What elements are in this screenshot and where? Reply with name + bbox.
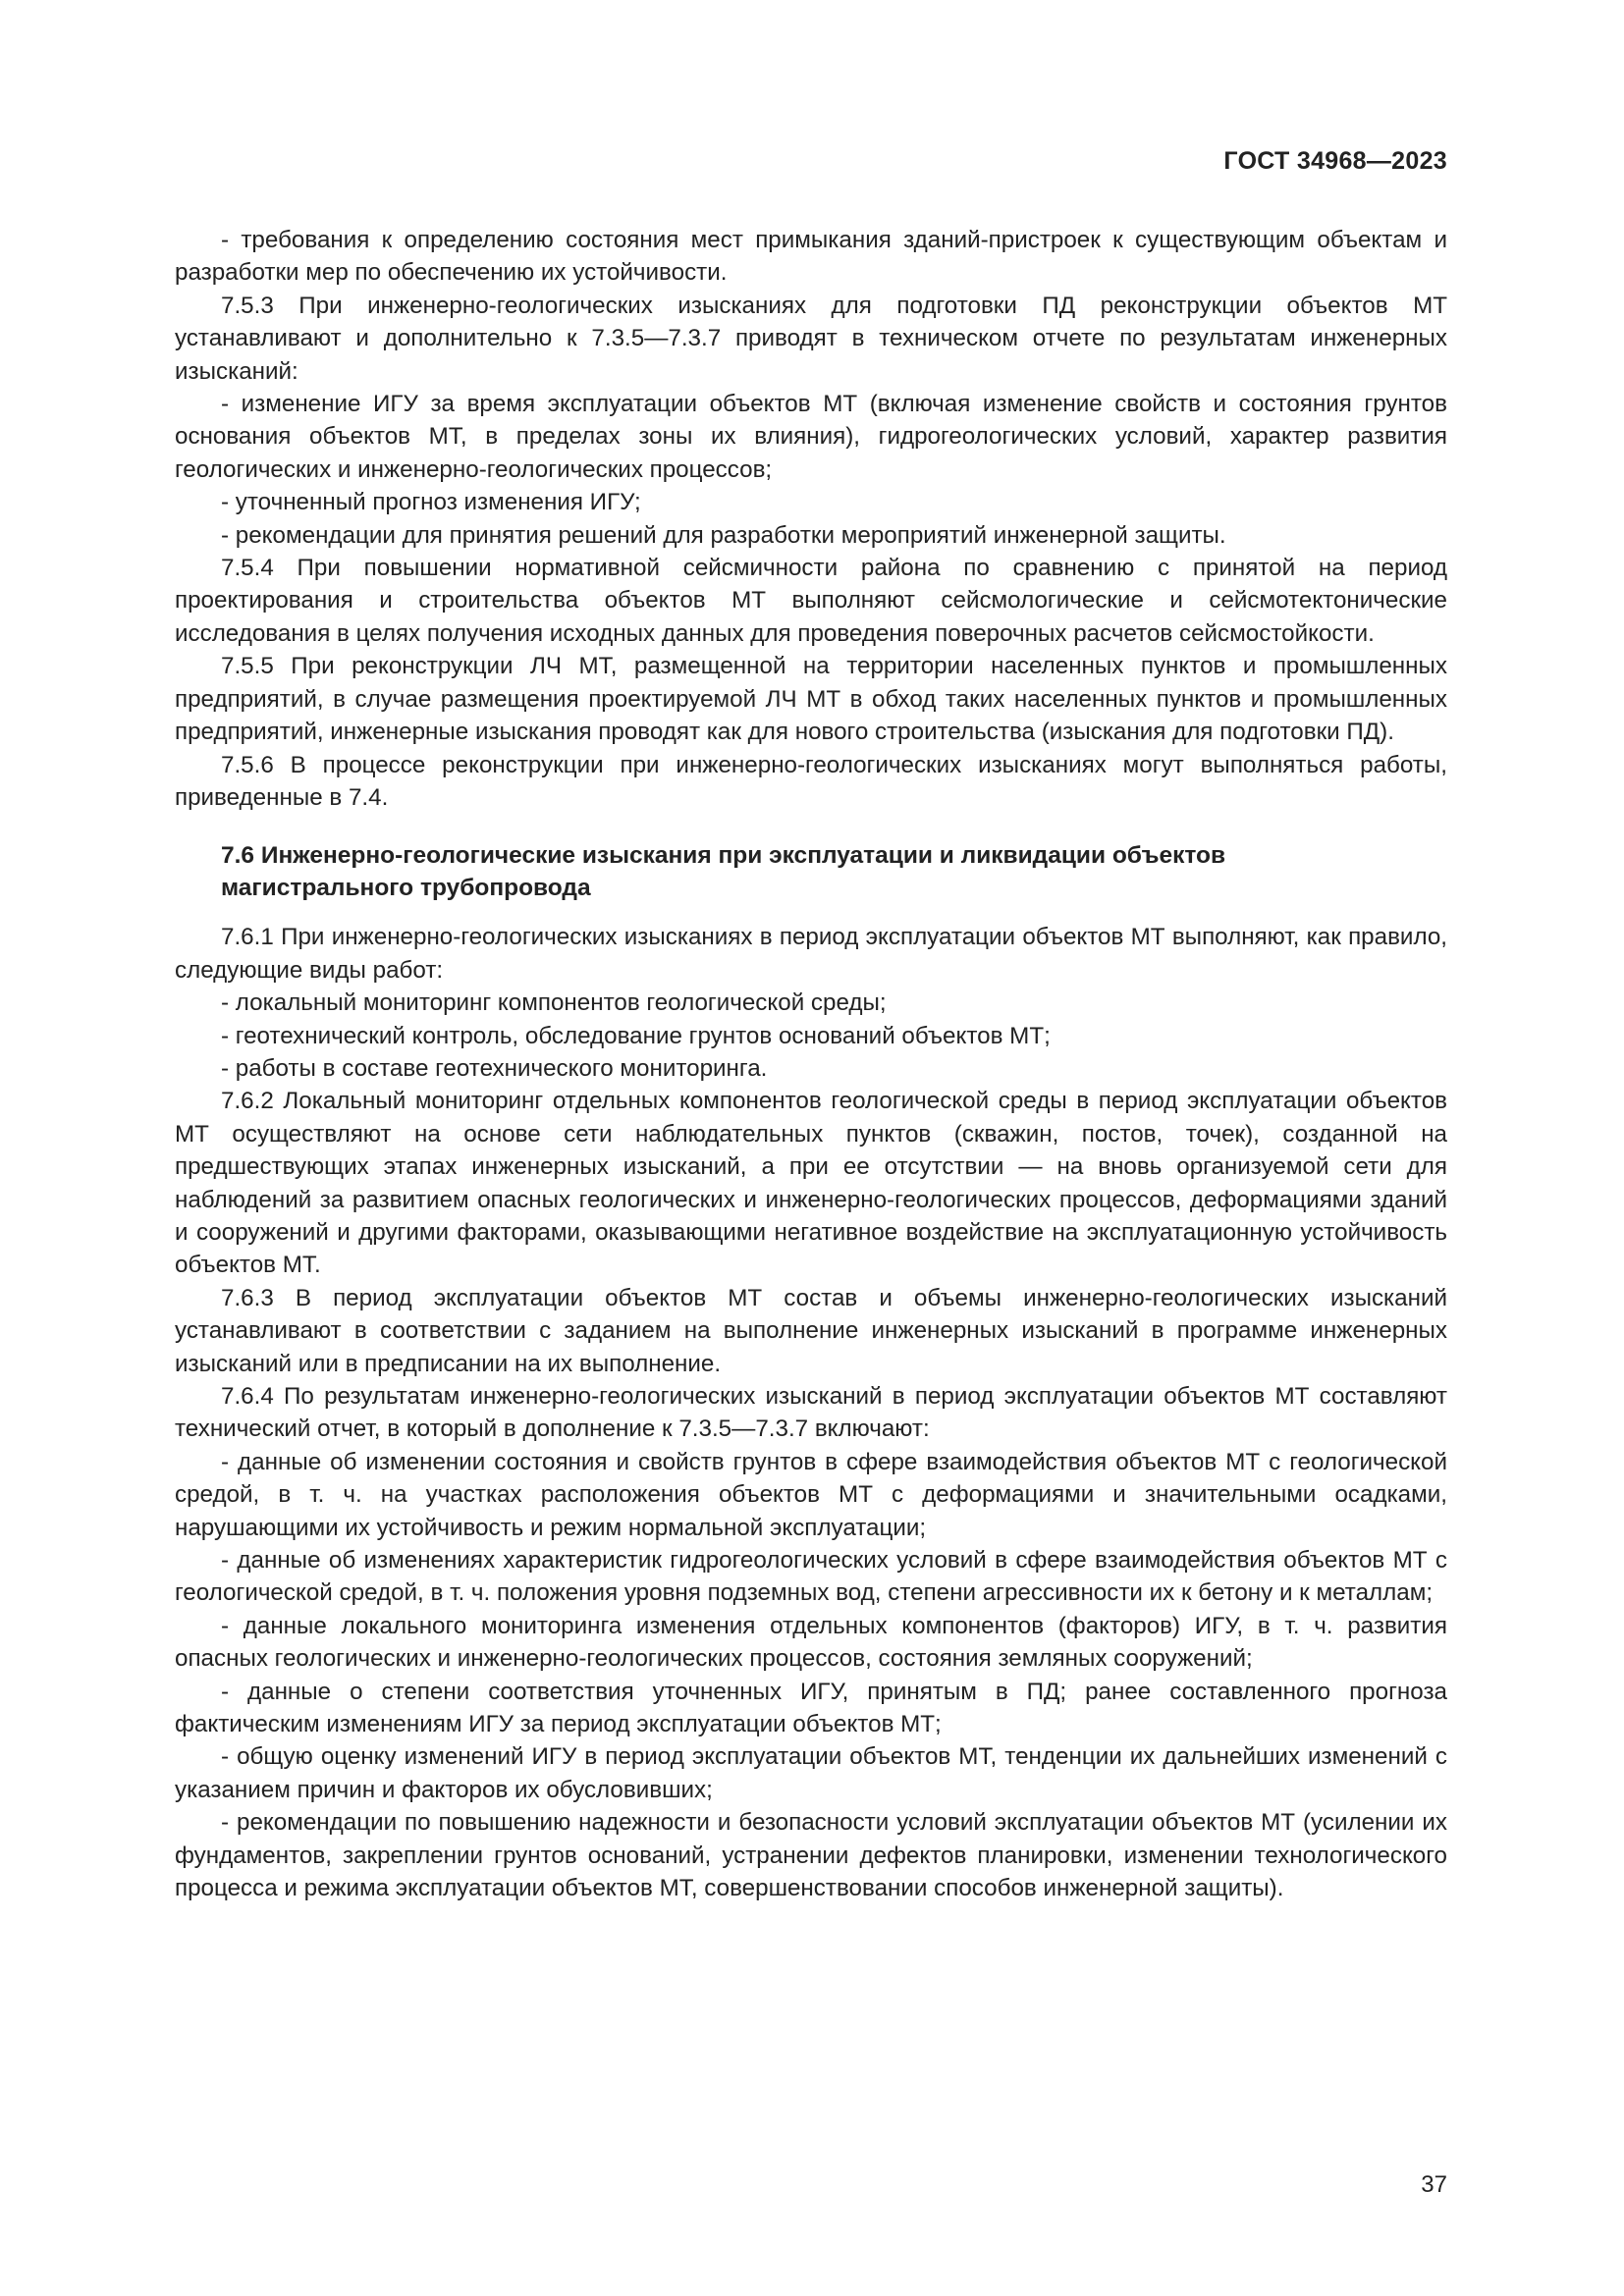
list-item: - локальный мониторинг компонентов геологической среды;	[221, 989, 887, 1017]
list-item: - данные локального мониторинга изменения отдельных компонентов (факторов) ИГУ, в т. ч. развития опасных геологических и инженерно-геологических процессов, состояния земляных сооружений;	[175, 1612, 1447, 1673]
list-item: - данные об изменениях характеристик гидрогеологических условий в сфере взаимодействия объектов МТ с геологической средой, в т. ч. положения уровня подземных вод, степени агрессивности их к бетону и к металлам;	[175, 1547, 1447, 1607]
clause-paragraph: 7.6.2 Локальный мониторинг отдельных компонентов геологической среды в период эксплуатации объектов МТ осуществляют на основе сети наблюдательных пунктов (скважин, постов, точек), созданной на предшествующих этапах инженерных изысканий, а при ее отсутствии — на вновь организуемой сети для наблюдений за развитием опасных геологических и инженерно-геологических процессов, деформациями зданий и сооружений и другими факторами, оказывающими негативное воздействие на эксплуатационную устойчивость объектов МТ.	[175, 1088, 1447, 1279]
clause-paragraph: 7.5.5 При реконструкции ЛЧ МТ, размещенной на территории населенных пунктов и промышленных предприятий, в случае размещения проектируемой ЛЧ МТ в обход таких населенных пунктов и промышленных предприятий, инженерные изыскания проводят как для нового строительства (изыскания для подготовки ПД).	[175, 653, 1447, 746]
list-item: - рекомендации для принятия решений для разработки мероприятий инженерной защиты.	[221, 521, 1226, 549]
clause-paragraph: 7.5.4 При повышении нормативной сейсмичности района по сравнению с принятой на период проектирования и строительства объектов МТ выполняют сейсмологические и сейсмотектонические исследования в целях получения исходных данных для проведения поверочных расчетов сейсмостойкости.	[175, 555, 1447, 647]
clause-paragraph: 7.6.1 При инженерно-геологических изысканиях в период эксплуатации объектов МТ выполняют, как правило, следующие виды работ:	[175, 924, 1447, 984]
clause-paragraph: 7.6.3 В период эксплуатации объектов МТ состав и объемы инженерно-геологических изысканий устанавливают в соответствии с заданием на выполнение инженерных изысканий в программе инженерных изысканий или в предписании на их выполнение.	[175, 1284, 1447, 1377]
list-item: - данные об изменении состояния и свойств грунтов в сфере взаимодействия объектов МТ с геологической средой, в т. ч. на участках расположения объектов МТ с деформациями и значительными осадками, нарушающими их устойчивость и режим нормальной эксплуатации;	[175, 1448, 1447, 1541]
document-body	[175, 224, 1447, 1905]
list-item: - изменение ИГУ за время эксплуатации объектов МТ (включая изменение свойств и состояния грунтов основания объектов МТ, в пределах зоны их влияния), гидрогеологических условий, характер развития геологических и инженерно-геологических процессов;	[175, 391, 1447, 483]
list-item: - данные о степени соответствия уточненных ИГУ, принятым в ПД; ранее составленного прогноза фактическим изменениям ИГУ за период эксплуатации объектов МТ;	[175, 1678, 1447, 1738]
page-number: 37	[1421, 2171, 1447, 2198]
list-item: - требования к определению состояния мест примыкания зданий-пристроек к существующим объектам и разработки мер по обеспечению их устойчивости.	[175, 227, 1447, 287]
clause-paragraph: 7.5.3 При инженерно-геологических изысканиях для подготовки ПД реконструкции объектов МТ устанавливают и дополнительно к 7.3.5—7.3.7 приводят в техническом отчете по результатам инженерных изысканий:	[175, 292, 1447, 385]
clause-paragraph: 7.5.6 В процессе реконструкции при инженерно-геологических изысканиях могут выполняться работы, приведенные в 7.4.	[175, 751, 1447, 811]
list-item: - работы в составе геотехнического мониторинга.	[221, 1054, 768, 1082]
section-heading: 7.6 Инженерно-геологические изыскания при эксплуатации и ликвидации объектов магистрального трубопровода	[221, 842, 1226, 902]
list-item: - рекомендации по повышению надежности и безопасности условий эксплуатации объектов МТ (усилении их фундаментов, закреплении грунтов оснований, устранении дефектов планировки, изменении технологического процесса и режима эксплуатации объектов МТ, совершенствовании способов инженерной защиты).	[175, 1809, 1447, 1902]
list-item: - геотехнический контроль, обследование грунтов оснований объектов МТ;	[221, 1022, 1051, 1049]
clause-paragraph: 7.6.4 По результатам инженерно-геологических изысканий в период эксплуатации объектов МТ составляют технический отчет, в который в дополнение к 7.3.5—7.3.7 включают:	[175, 1383, 1447, 1443]
document-standard-id: ГОСТ 34968—2023	[1223, 147, 1447, 175]
list-item: - уточненный прогноз изменения ИГУ;	[221, 489, 641, 516]
list-item: - общую оценку изменений ИГУ в период эксплуатации объектов МТ, тенденции их дальнейших изменений с указанием причин и факторов их обусловивших;	[175, 1743, 1447, 1803]
